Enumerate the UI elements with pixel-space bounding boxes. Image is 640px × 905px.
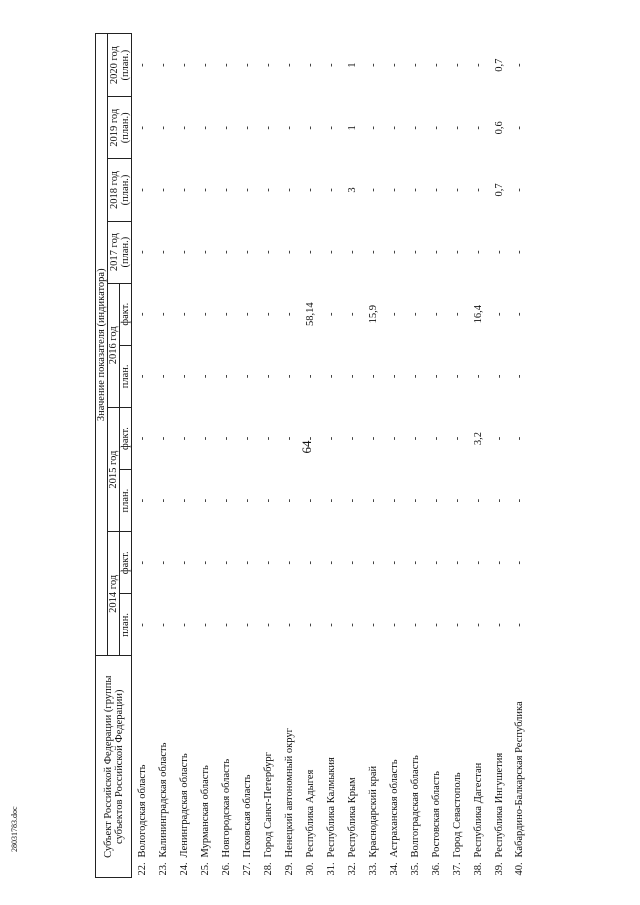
indicator-value: - xyxy=(305,63,316,67)
indicator-value: 0,7 xyxy=(494,183,505,197)
table-row xyxy=(342,34,363,878)
indicator-value: - xyxy=(158,623,169,627)
indicator-value: - xyxy=(179,436,190,441)
indicator-value: - xyxy=(200,250,211,254)
indicator-value: - xyxy=(452,561,463,565)
indicator-value: - xyxy=(242,623,253,627)
indicator-value: - xyxy=(221,374,232,379)
indicator-value: - xyxy=(494,561,505,565)
indicator-value: - xyxy=(347,623,358,627)
row-number: 25. xyxy=(200,862,211,876)
indicator-value: - xyxy=(137,436,148,441)
indicator-value: - xyxy=(200,436,211,441)
subject-name: Псковская область xyxy=(242,774,253,858)
subject-name: Город Санкт-Петербург xyxy=(263,752,274,858)
indicator-value: - xyxy=(473,561,484,565)
table-row xyxy=(132,34,154,878)
year-2017-header: 2017 год (план.) xyxy=(108,221,132,283)
indicator-value: - xyxy=(284,498,295,503)
indicator-value: - xyxy=(494,374,505,379)
subject-name: Республика Дагестан xyxy=(473,762,484,858)
indicator-value: - xyxy=(158,188,169,192)
indicator-value: - xyxy=(410,126,421,130)
indicator-value: - xyxy=(137,188,148,192)
indicator-value: - xyxy=(305,374,316,379)
table-row xyxy=(258,34,279,878)
row-number: 31. xyxy=(326,862,337,876)
indicator-value: - xyxy=(179,498,190,503)
indicator-value: 3,2 xyxy=(473,431,484,446)
year-2016-header: 2016 год xyxy=(108,283,120,407)
table-row xyxy=(153,34,174,878)
subject-name: Республика Адыгея xyxy=(305,769,316,858)
indicator-value: - xyxy=(179,312,190,316)
indicator-value: - xyxy=(158,250,169,254)
indicator-value: - xyxy=(179,188,190,192)
indicator-value: - xyxy=(263,188,274,192)
subject-name: Калининградская область xyxy=(158,742,169,858)
indicator-value: - xyxy=(158,498,169,503)
table-row xyxy=(363,34,384,878)
table-row xyxy=(489,34,510,878)
indicator-value: - xyxy=(284,188,295,192)
indicator-value: - xyxy=(158,561,169,565)
indicator-value: - xyxy=(389,250,400,254)
subject-name: Ненецкий автономный округ xyxy=(284,728,295,858)
indicator-value: - xyxy=(305,188,316,192)
indicator-value: - xyxy=(326,498,337,503)
indicator-value: - xyxy=(284,312,295,316)
indicator-value: - xyxy=(242,312,253,316)
indicator-value: - xyxy=(305,126,316,130)
indicator-value: - xyxy=(137,374,148,379)
indicator-value: - xyxy=(326,312,337,316)
indicator-value: - xyxy=(452,623,463,627)
row-number: 29. xyxy=(284,862,295,876)
indicator-value: - xyxy=(179,63,190,67)
indicator-value: - xyxy=(305,623,316,627)
fact-header: факт. xyxy=(120,407,132,469)
table-row xyxy=(405,34,426,878)
row-number: 30. xyxy=(305,862,316,876)
indicator-value: - xyxy=(347,498,358,503)
indicator-value: - xyxy=(368,63,379,67)
indicator-value: 0,7 xyxy=(494,58,505,72)
indicator-value: - xyxy=(473,250,484,254)
subject-name: Краснодарский край xyxy=(368,765,379,858)
indicator-table xyxy=(95,33,548,878)
table-row xyxy=(279,34,300,878)
indicator-value: - xyxy=(284,561,295,565)
indicator-value: - xyxy=(368,126,379,130)
indicator-value: - xyxy=(514,188,525,192)
table-header xyxy=(96,34,132,878)
indicator-value: - xyxy=(410,374,421,379)
subject-name: Вологодская область xyxy=(137,764,148,858)
table-row xyxy=(426,34,447,878)
indicator-value: - xyxy=(137,250,148,254)
indicator-value: - xyxy=(221,63,232,67)
row-number: 28. xyxy=(263,862,274,876)
indicator-value: - xyxy=(389,374,400,379)
indicator-value: - xyxy=(494,498,505,503)
indicator-value: - xyxy=(389,436,400,441)
indicator-value: - xyxy=(305,436,316,441)
indicator-value: - xyxy=(514,312,525,316)
indicator-value: - xyxy=(326,250,337,254)
indicator-value: - xyxy=(137,312,148,316)
indicator-value: - xyxy=(473,498,484,503)
indicator-value: - xyxy=(137,63,148,67)
indicator-value: - xyxy=(473,374,484,379)
indicator-value: - xyxy=(263,63,274,67)
indicator-value: - xyxy=(452,126,463,130)
row-number: 32. xyxy=(347,862,358,876)
indicator-value: - xyxy=(514,561,525,565)
indicator-value: - xyxy=(200,126,211,130)
indicator-value: - xyxy=(431,436,442,441)
indicator-value: - xyxy=(242,436,253,441)
indicator-value: - xyxy=(368,250,379,254)
indicator-value: - xyxy=(452,436,463,441)
row-number: 34. xyxy=(389,862,400,876)
indicator-value: - xyxy=(263,498,274,503)
indicator-value: - xyxy=(326,561,337,565)
subject-name: Новгородская область xyxy=(221,758,232,858)
row-number: 37. xyxy=(452,862,463,876)
indicator-value: - xyxy=(431,623,442,627)
indicator-value: - xyxy=(431,250,442,254)
year-2018-header: 2018 год (план.) xyxy=(108,159,132,221)
indicator-value: - xyxy=(263,374,274,379)
indicator-value: - xyxy=(284,436,295,441)
row-number: 22. xyxy=(137,862,148,876)
indicator-value: - xyxy=(410,561,421,565)
indicator-value: - xyxy=(200,374,211,379)
indicator-value: - xyxy=(410,312,421,316)
indicator-value: - xyxy=(242,126,253,130)
indicator-value: - xyxy=(410,436,421,441)
indicator-value: - xyxy=(242,188,253,192)
indicator-value: - xyxy=(452,250,463,254)
indicator-value: - xyxy=(179,126,190,130)
row-number: 39. xyxy=(494,862,505,876)
table-row xyxy=(216,34,237,878)
indicator-value: - xyxy=(514,498,525,503)
indicator-value: - xyxy=(221,188,232,192)
indicator-value: 58,14 xyxy=(305,302,316,327)
indicator-value: - xyxy=(514,126,525,130)
indicator-value: - xyxy=(158,436,169,441)
indicator-value: - xyxy=(179,561,190,565)
indicator-value: - xyxy=(368,623,379,627)
indicator-value: - xyxy=(431,126,442,130)
indicator-value: - xyxy=(284,250,295,254)
subject-name: Город Севастополь xyxy=(452,772,463,858)
indicator-value: - xyxy=(431,498,442,503)
indicator-value: - xyxy=(347,312,358,316)
fact-header: факт. xyxy=(120,532,132,594)
indicator-value: - xyxy=(473,63,484,67)
year-2020-header: 2020 год (план.) xyxy=(108,34,132,97)
fact-header: факт. xyxy=(120,283,132,345)
indicator-value: - xyxy=(221,436,232,441)
row-number: 24. xyxy=(179,862,190,876)
indicator-value: - xyxy=(514,63,525,67)
indicator-value: - xyxy=(305,561,316,565)
indicator-value: - xyxy=(514,623,525,627)
subject-name: Мурманская область xyxy=(200,765,211,858)
table-row xyxy=(174,34,195,878)
table-body xyxy=(132,34,549,878)
page-number: 64 xyxy=(299,440,314,454)
indicator-value: - xyxy=(410,623,421,627)
indicator-value: - xyxy=(263,312,274,316)
table-row xyxy=(510,34,548,878)
indicator-value: - xyxy=(494,312,505,316)
indicator-value: - xyxy=(221,312,232,316)
indicator-value: - xyxy=(389,498,400,503)
indicator-value: - xyxy=(452,374,463,379)
indicator-value: - xyxy=(431,188,442,192)
subject-name: Волгоградская область xyxy=(410,755,421,858)
row-number: 33. xyxy=(368,862,379,876)
rotated-table-container xyxy=(95,33,590,878)
indicator-value: - xyxy=(137,623,148,627)
indicator-value: - xyxy=(137,498,148,503)
subject-name: Республика Калмыкия xyxy=(326,757,337,858)
indicator-value: - xyxy=(326,126,337,130)
indicator-value: 0,6 xyxy=(494,121,505,135)
indicator-value: - xyxy=(410,498,421,503)
subject-name: Ростовская область xyxy=(431,771,442,858)
indicator-value: - xyxy=(410,188,421,192)
subject-name: Республика Ингушетия xyxy=(494,752,505,858)
indicator-value: - xyxy=(514,436,525,441)
indicator-value: - xyxy=(221,126,232,130)
indicator-value: - xyxy=(326,436,337,441)
year-2015-header: 2015 год xyxy=(108,407,120,531)
indicator-value: - xyxy=(242,498,253,503)
indicator-value: - xyxy=(389,63,400,67)
indicator-value: - xyxy=(179,250,190,254)
indicator-value: - xyxy=(200,561,211,565)
indicator-value: - xyxy=(242,250,253,254)
indicator-value: - xyxy=(347,250,358,254)
indicator-value: - xyxy=(158,312,169,316)
indicator-header: Значение показателя (индикатора) xyxy=(96,34,108,657)
subject-name: Кабардино-Балкарская Республика xyxy=(514,701,525,858)
indicator-value: - xyxy=(326,63,337,67)
table-row xyxy=(237,34,258,878)
indicator-value: - xyxy=(452,63,463,67)
table-row xyxy=(321,34,342,878)
indicator-value: - xyxy=(158,374,169,379)
indicator-value: - xyxy=(452,498,463,503)
indicator-value: - xyxy=(305,498,316,503)
indicator-value: - xyxy=(137,126,148,130)
indicator-value: - xyxy=(347,374,358,379)
indicator-value: - xyxy=(200,498,211,503)
indicator-value: - xyxy=(221,623,232,627)
indicator-value: - xyxy=(326,623,337,627)
plan-header: план. xyxy=(120,594,132,656)
indicator-value: - xyxy=(179,374,190,379)
subject-name: Республика Крым xyxy=(347,777,358,858)
year-2019-header: 2019 год (план.) xyxy=(108,97,132,159)
indicator-value: - xyxy=(242,561,253,565)
indicator-value: - xyxy=(263,126,274,130)
subject-name: Ленинградская область xyxy=(179,753,190,858)
row-number: 38. xyxy=(473,862,484,876)
indicator-value: - xyxy=(221,498,232,503)
indicator-value: - xyxy=(263,623,274,627)
indicator-value: - xyxy=(158,63,169,67)
indicator-value: - xyxy=(368,374,379,379)
indicator-value: 1 xyxy=(347,62,358,68)
indicator-value: - xyxy=(389,126,400,130)
indicator-value: - xyxy=(431,561,442,565)
indicator-value: - xyxy=(284,374,295,379)
row-number: 26. xyxy=(221,862,232,876)
row-number: 23. xyxy=(158,862,169,876)
table-row xyxy=(300,34,321,878)
indicator-value: - xyxy=(158,126,169,130)
indicator-value: - xyxy=(284,623,295,627)
indicator-value: - xyxy=(473,623,484,627)
table-row xyxy=(447,34,468,878)
indicator-value: - xyxy=(410,63,421,67)
indicator-value: 3 xyxy=(347,187,358,193)
indicator-value: - xyxy=(263,561,274,565)
indicator-value: - xyxy=(326,374,337,379)
indicator-value: - xyxy=(305,250,316,254)
subject-column-header: Субъект Российской Федерации (группы субъектов Российской Федерации) xyxy=(96,656,132,878)
plan-header: план. xyxy=(120,345,132,407)
indicator-value: - xyxy=(410,250,421,254)
indicator-value: - xyxy=(347,561,358,565)
indicator-value: - xyxy=(473,188,484,192)
indicator-value: - xyxy=(347,436,358,441)
indicator-value: - xyxy=(494,250,505,254)
indicator-value: - xyxy=(473,126,484,130)
indicator-value: - xyxy=(494,623,505,627)
indicator-value: - xyxy=(494,436,505,441)
indicator-value: - xyxy=(200,312,211,316)
indicator-value: - xyxy=(389,623,400,627)
indicator-value: - xyxy=(200,188,211,192)
plan-header: план. xyxy=(120,470,132,532)
indicator-value: - xyxy=(284,63,295,67)
indicator-value: - xyxy=(200,63,211,67)
indicator-value: - xyxy=(242,374,253,379)
table-row xyxy=(195,34,216,878)
indicator-value: - xyxy=(431,312,442,316)
indicator-value: - xyxy=(389,561,400,565)
indicator-value: 1 xyxy=(347,125,358,131)
indicator-value: - xyxy=(368,498,379,503)
indicator-value: 16,4 xyxy=(473,305,484,324)
row-number: 40. xyxy=(514,862,525,876)
indicator-value: - xyxy=(137,561,148,565)
indicator-value: - xyxy=(200,623,211,627)
indicator-value: - xyxy=(452,188,463,192)
row-number: 27. xyxy=(242,862,253,876)
indicator-value: - xyxy=(452,312,463,316)
indicator-value: - xyxy=(431,374,442,379)
indicator-value: - xyxy=(221,561,232,565)
table-row xyxy=(468,34,489,878)
indicator-value: 15,9 xyxy=(368,305,379,324)
indicator-value: - xyxy=(514,374,525,379)
indicator-value: - xyxy=(284,126,295,130)
indicator-value: - xyxy=(221,250,232,254)
indicator-value: - xyxy=(368,436,379,441)
indicator-value: - xyxy=(179,623,190,627)
indicator-value: - xyxy=(389,188,400,192)
row-number: 35. xyxy=(410,862,421,876)
indicator-value: - xyxy=(368,188,379,192)
document-footer: 2803178З.doc xyxy=(10,806,19,852)
indicator-value: - xyxy=(326,188,337,192)
indicator-value: - xyxy=(263,436,274,441)
year-2014-header: 2014 год xyxy=(108,532,120,656)
indicator-value: - xyxy=(242,63,253,67)
indicator-value: - xyxy=(368,561,379,565)
subject-name: Астраханская область xyxy=(389,759,400,858)
indicator-value: - xyxy=(431,63,442,67)
indicator-value: - xyxy=(514,250,525,254)
indicator-value: - xyxy=(389,312,400,316)
row-number: 36. xyxy=(431,862,442,876)
indicator-value: - xyxy=(263,250,274,254)
table-row xyxy=(384,34,405,878)
